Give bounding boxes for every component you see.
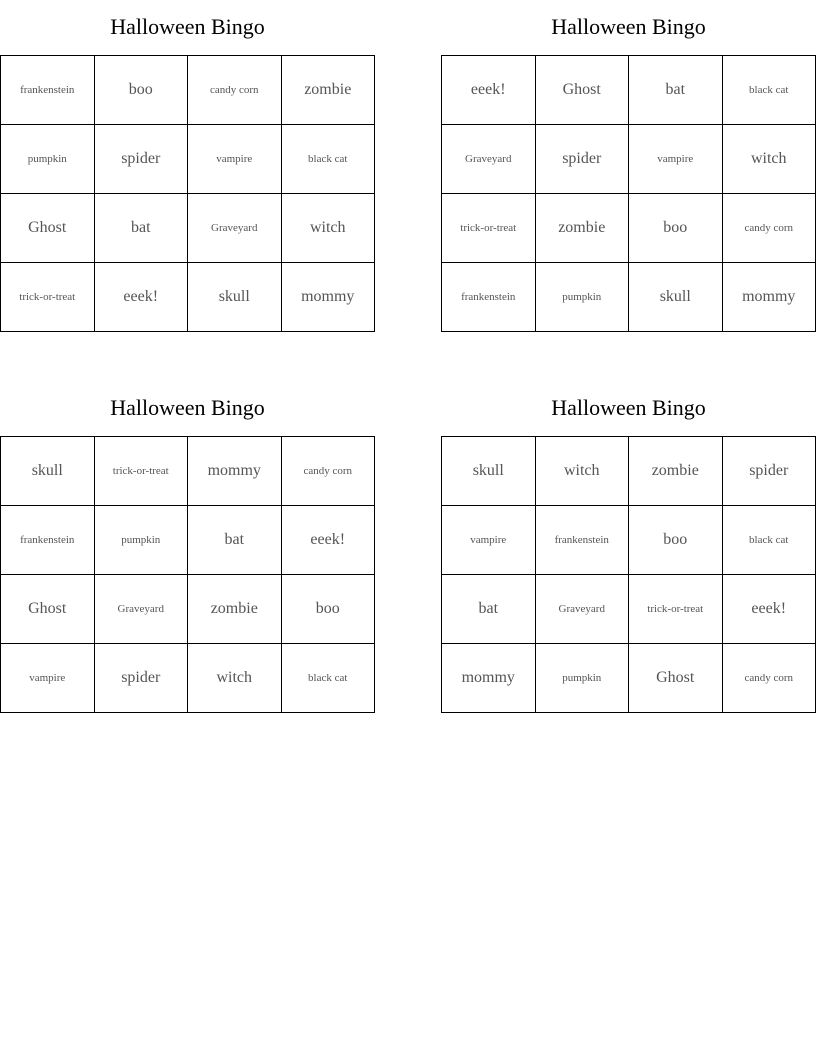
grid-row xyxy=(1,194,375,263)
bingo-cell: spider xyxy=(94,644,188,713)
bingo-cell: spider xyxy=(535,125,629,194)
bingo-cell: mommy xyxy=(722,263,816,332)
card-title: Halloween Bingo xyxy=(551,395,706,420)
bingo-cell: vampire xyxy=(188,125,282,194)
bingo-cell: pumpkin xyxy=(1,125,95,194)
bingo-cell: spider xyxy=(722,437,816,506)
grid-row xyxy=(442,263,816,332)
card-title: Halloween Bingo xyxy=(110,14,265,39)
bingo-cell: eeek! xyxy=(94,263,188,332)
bingo-cell: black cat xyxy=(281,644,375,713)
grid-row xyxy=(442,56,816,125)
bingo-grid xyxy=(441,55,816,332)
bingo-cell: Ghost xyxy=(535,56,629,125)
bingo-cell: Graveyard xyxy=(442,125,536,194)
bingo-cell: trick-or-treat xyxy=(442,194,536,263)
bingo-cell: pumpkin xyxy=(94,506,188,575)
bingo-cell: pumpkin xyxy=(535,644,629,713)
bingo-cell: trick-or-treat xyxy=(1,263,95,332)
bingo-cell: skull xyxy=(188,263,282,332)
bingo-cell: zombie xyxy=(629,437,723,506)
bingo-cell: eeek! xyxy=(722,575,816,644)
grid-row xyxy=(1,644,375,713)
card-title: Halloween Bingo xyxy=(110,395,265,420)
bingo-cell: Ghost xyxy=(629,644,723,713)
bingo-grid xyxy=(0,436,375,713)
bingo-cell: frankenstein xyxy=(535,506,629,575)
bingo-cell: boo xyxy=(281,575,375,644)
bingo-cell: candy corn xyxy=(722,644,816,713)
bingo-cell: zombie xyxy=(188,575,282,644)
bingo-cell: Graveyard xyxy=(94,575,188,644)
bingo-cell: eeek! xyxy=(281,506,375,575)
bingo-cell: frankenstein xyxy=(1,56,95,125)
bingo-cell: candy corn xyxy=(722,194,816,263)
bingo-cell: bat xyxy=(188,506,282,575)
bingo-cell: frankenstein xyxy=(1,506,95,575)
grid-row xyxy=(442,437,816,506)
bingo-cell: trick-or-treat xyxy=(94,437,188,506)
grid-row xyxy=(1,56,375,125)
grid-row xyxy=(442,644,816,713)
bingo-cell: Graveyard xyxy=(188,194,282,263)
bingo-cell: candy corn xyxy=(188,56,282,125)
bingo-grid xyxy=(441,436,816,713)
bingo-cell: eeek! xyxy=(442,56,536,125)
grid-row xyxy=(442,125,816,194)
grid-row xyxy=(442,575,816,644)
bingo-cell: zombie xyxy=(281,56,375,125)
bingo-cell: witch xyxy=(535,437,629,506)
bingo-cell: mommy xyxy=(188,437,282,506)
bingo-cell: black cat xyxy=(722,506,816,575)
grid-row xyxy=(1,125,375,194)
bingo-card-4 xyxy=(441,381,816,713)
bingo-cell: boo xyxy=(94,56,188,125)
grid-row xyxy=(442,194,816,263)
bingo-cell: mommy xyxy=(442,644,536,713)
bingo-cell: black cat xyxy=(722,56,816,125)
bingo-grid xyxy=(0,55,375,332)
grid-row xyxy=(1,437,375,506)
bingo-card-3 xyxy=(0,381,375,713)
card-title: Halloween Bingo xyxy=(551,14,706,39)
bingo-cell: witch xyxy=(281,194,375,263)
bingo-cell: witch xyxy=(188,644,282,713)
bingo-cell: black cat xyxy=(281,125,375,194)
bingo-cell: Ghost xyxy=(1,575,95,644)
bingo-cell: vampire xyxy=(1,644,95,713)
bingo-cell: bat xyxy=(94,194,188,263)
bingo-cell: Graveyard xyxy=(535,575,629,644)
bingo-cell: skull xyxy=(629,263,723,332)
bingo-cell: pumpkin xyxy=(535,263,629,332)
bingo-cell: vampire xyxy=(442,506,536,575)
bingo-cell: spider xyxy=(94,125,188,194)
bingo-cell: bat xyxy=(442,575,536,644)
bingo-cell: frankenstein xyxy=(442,263,536,332)
bingo-cell: vampire xyxy=(629,125,723,194)
bingo-cell: boo xyxy=(629,506,723,575)
grid-row xyxy=(442,506,816,575)
bingo-cell: mommy xyxy=(281,263,375,332)
grid-row xyxy=(1,263,375,332)
bingo-cell: skull xyxy=(442,437,536,506)
bingo-cell: trick-or-treat xyxy=(629,575,723,644)
bingo-card-2 xyxy=(441,0,816,332)
bingo-cell: witch xyxy=(722,125,816,194)
bingo-cell: zombie xyxy=(535,194,629,263)
bingo-card-1 xyxy=(0,0,375,332)
grid-row xyxy=(1,575,375,644)
bingo-cell: skull xyxy=(1,437,95,506)
grid-row xyxy=(1,506,375,575)
bingo-cell: candy corn xyxy=(281,437,375,506)
bingo-cell: Ghost xyxy=(1,194,95,263)
bingo-cell: boo xyxy=(629,194,723,263)
bingo-cell: bat xyxy=(629,56,723,125)
